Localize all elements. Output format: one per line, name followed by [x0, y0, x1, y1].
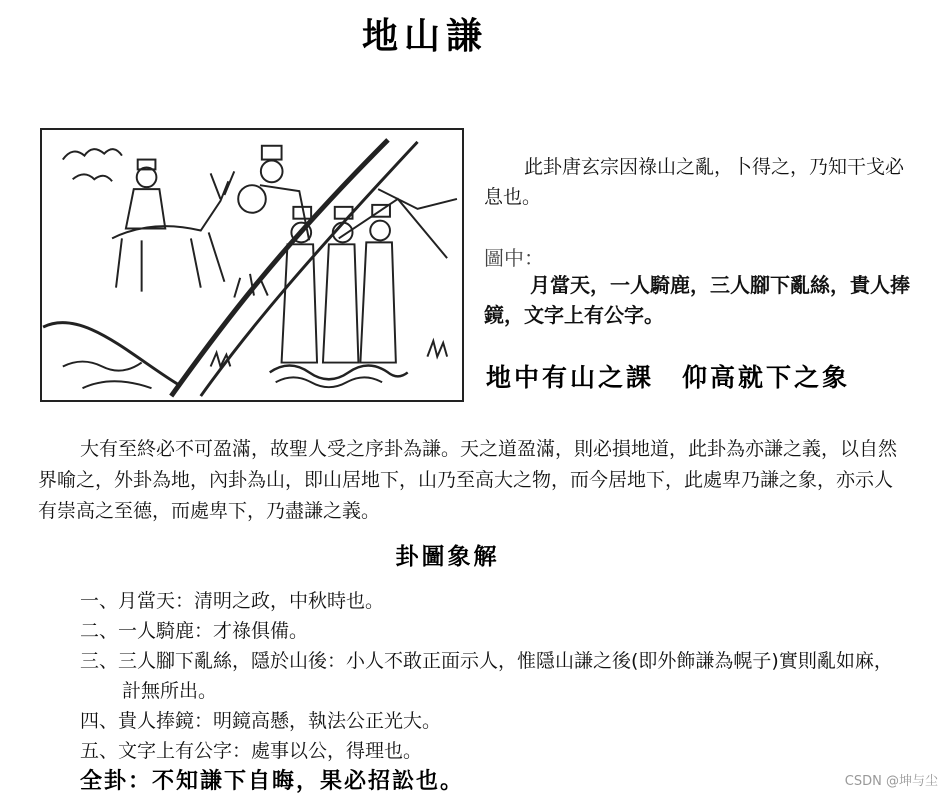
section-title: 卦圖象解 — [395, 543, 500, 570]
summary-line: 全卦：不知謙下自晦，果必招訟也。 — [80, 768, 465, 794]
page-title: 地山謙 — [361, 15, 488, 57]
woodcut-drawing — [42, 130, 462, 400]
list-item: 三、三人腳下亂絲，隱於山後：小人不敢正面示人，惟隱山謙之後(即外飾謙為幌子)實則亂如麻，計無所出。 — [80, 650, 893, 702]
intro-sentence: 此卦唐玄宗因祿山之亂，卜得之，乃知干戈必息也。 — [484, 156, 905, 208]
figure-description — [484, 270, 914, 330]
explanation-text: 大有至終必不可盈滿，故聖人受之序卦為謙。天之道盈滿，則必損地道，此卦為亦謙之義，以自然界喻之，外卦為地，內卦為山，即山居地下，山乃至高大之物，而今居地下，此處卑乃謙之象，亦示人有崇高之至德，而處卑下，乃盡謙之義。 — [38, 438, 898, 522]
hexagram-illustration — [40, 128, 464, 402]
figure-label: 圖中： — [484, 246, 544, 270]
watermark: CSDN @坤与尘 — [844, 774, 938, 789]
list-item: 二、一人騎鹿：才祿俱備。 — [80, 620, 309, 642]
list-item: 四、貴人捧鏡：明鏡高懸，執法公正光大。 — [80, 710, 442, 732]
hexagram-subtitle: 地中有山之課 仰高就下之象 — [486, 363, 851, 392]
list-item: 一、月當天：清明之政，中秋時也。 — [80, 590, 385, 612]
intro-text — [484, 152, 914, 212]
cloud-mark — [63, 149, 122, 159]
interpretation-list — [80, 586, 910, 766]
explanation-paragraph — [38, 434, 908, 527]
list-item: 五、文字上有公字：處事以公，得理也。 — [80, 740, 423, 762]
figure-description-text: 月當天，一人騎鹿，三人腳下亂絲，貴人捧鏡，文字上有公字。 — [484, 273, 910, 327]
